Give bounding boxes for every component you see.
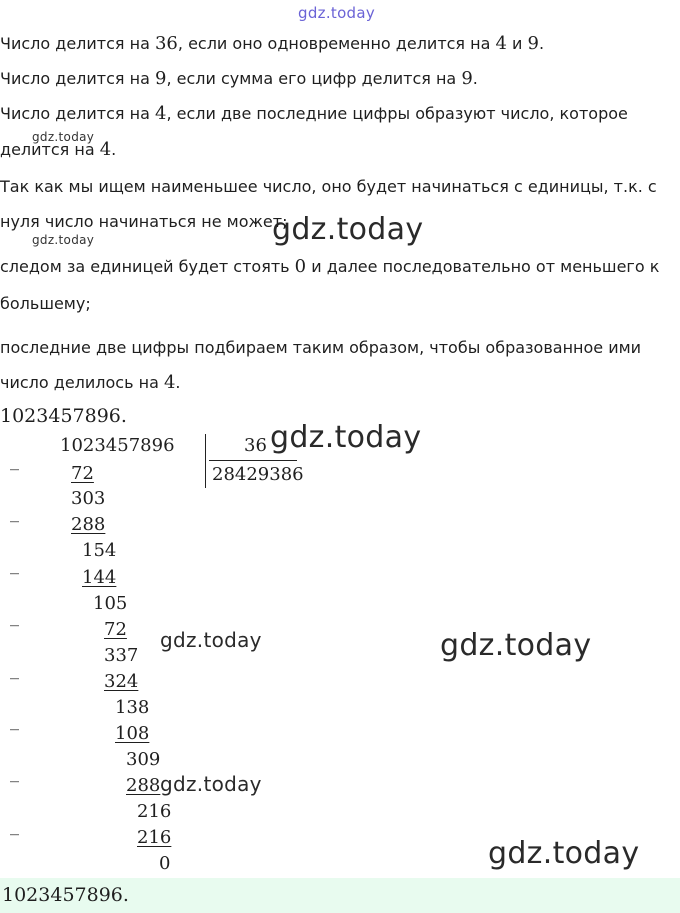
text-run: большему; <box>0 294 91 313</box>
watermark: gdz.today <box>270 420 422 455</box>
division-remainder: 154 <box>82 540 117 561</box>
division-subtrahend: 324 <box>104 671 139 692</box>
watermark-small: gdz.today <box>32 233 95 247</box>
division-quotient: 28429386 <box>212 464 304 485</box>
division-remainder: 105 <box>93 593 128 614</box>
paragraph-reasoning-3-cont <box>0 371 680 395</box>
number: 9 <box>461 68 473 89</box>
division-remainder: 309 <box>126 749 161 770</box>
answer-text: 1023457896. <box>2 884 129 906</box>
number: 4 <box>163 372 176 393</box>
division-subtrahend: 216 <box>137 827 172 848</box>
text-run: Число делится на <box>0 69 155 88</box>
paragraph-rule-36 <box>0 32 680 56</box>
division-dividend: 1023457896 <box>60 435 175 456</box>
minus-sign: _ <box>10 450 19 471</box>
number: 4 <box>99 139 112 160</box>
text-run: Число делится на <box>0 34 155 53</box>
text-run: число делилось на <box>0 373 164 392</box>
watermark-top: gdz.today <box>298 4 376 22</box>
text-run: следом за единицей будет стоять <box>0 257 295 276</box>
division-subtrahend: 72 <box>71 463 94 484</box>
paragraph-rule-9 <box>0 67 680 91</box>
minus-sign: _ <box>10 502 19 523</box>
text-run: . <box>111 140 117 159</box>
paragraph-rule-4-cont <box>0 138 680 162</box>
division-divisor: 36 <box>244 435 267 456</box>
minus-sign: _ <box>10 659 19 680</box>
division-horizontal-line <box>209 460 297 461</box>
division-subtrahend: 72 <box>104 619 127 640</box>
text-run: Число делится на <box>0 104 155 123</box>
division-remainder: 138 <box>115 697 150 718</box>
division-subtrahend: 108 <box>115 723 150 744</box>
division-remainder: 303 <box>71 488 106 509</box>
number: 4 <box>495 33 507 54</box>
text-run: . <box>538 34 545 53</box>
text-run: . <box>175 373 181 392</box>
division-remainder: 216 <box>137 801 172 822</box>
paragraph-reasoning-3 <box>0 336 680 360</box>
division-final-remainder: 0 <box>159 853 171 874</box>
division-remainder: 337 <box>104 645 139 666</box>
number: 0 <box>294 256 307 277</box>
answer-box <box>0 878 680 913</box>
paragraph-reasoning-2 <box>0 255 680 279</box>
text-run: нуля число начинаться не может; <box>0 212 288 231</box>
watermark: gdz.today <box>272 212 424 247</box>
division-subtrahend: 144 <box>82 567 117 588</box>
text-run: последние две цифры подбираем таким образом, чтобы образованное ими <box>0 338 642 357</box>
paragraph-reasoning-1 <box>0 175 680 199</box>
text-run: . <box>472 69 478 88</box>
text-run: , если две последние цифры образуют число, которое <box>166 104 628 123</box>
text-run: Так как мы ищем наименьшее число, оно будет начинаться с единицы, т.к. с <box>0 177 657 196</box>
text-run: и <box>506 34 528 53</box>
text-run: делится на <box>0 140 100 159</box>
minus-sign: _ <box>10 762 19 783</box>
minus-sign: _ <box>10 606 19 627</box>
text-run: , если сумма его цифр делится на <box>166 69 462 88</box>
division-vertical-line <box>205 434 206 488</box>
watermark: gdz.today <box>440 628 592 663</box>
paragraph-rule-4 <box>0 102 680 126</box>
paragraph-reasoning-1-cont <box>0 210 680 234</box>
number: 36 <box>154 33 178 54</box>
minus-sign: _ <box>10 554 19 575</box>
minus-sign: _ <box>10 815 19 836</box>
number: 4 <box>154 103 167 124</box>
watermark: gdz.today <box>160 628 262 652</box>
minus-sign: _ <box>10 710 19 731</box>
watermark: gdz.today <box>488 836 640 871</box>
result-number <box>0 404 680 428</box>
number: 9 <box>154 68 167 89</box>
watermark: gdz.today <box>160 772 262 796</box>
division-subtrahend: 288 <box>126 775 161 796</box>
text-run: и далее последовательно от меньшего к <box>306 257 660 276</box>
text-run: , если оно одновременно делится на <box>177 34 496 53</box>
watermark-small: gdz.today <box>32 130 95 144</box>
division-subtrahend: 288 <box>71 514 106 535</box>
paragraph-reasoning-2-cont <box>0 292 680 316</box>
text-run: 1023457896. <box>0 405 127 427</box>
number: 9 <box>527 33 539 54</box>
